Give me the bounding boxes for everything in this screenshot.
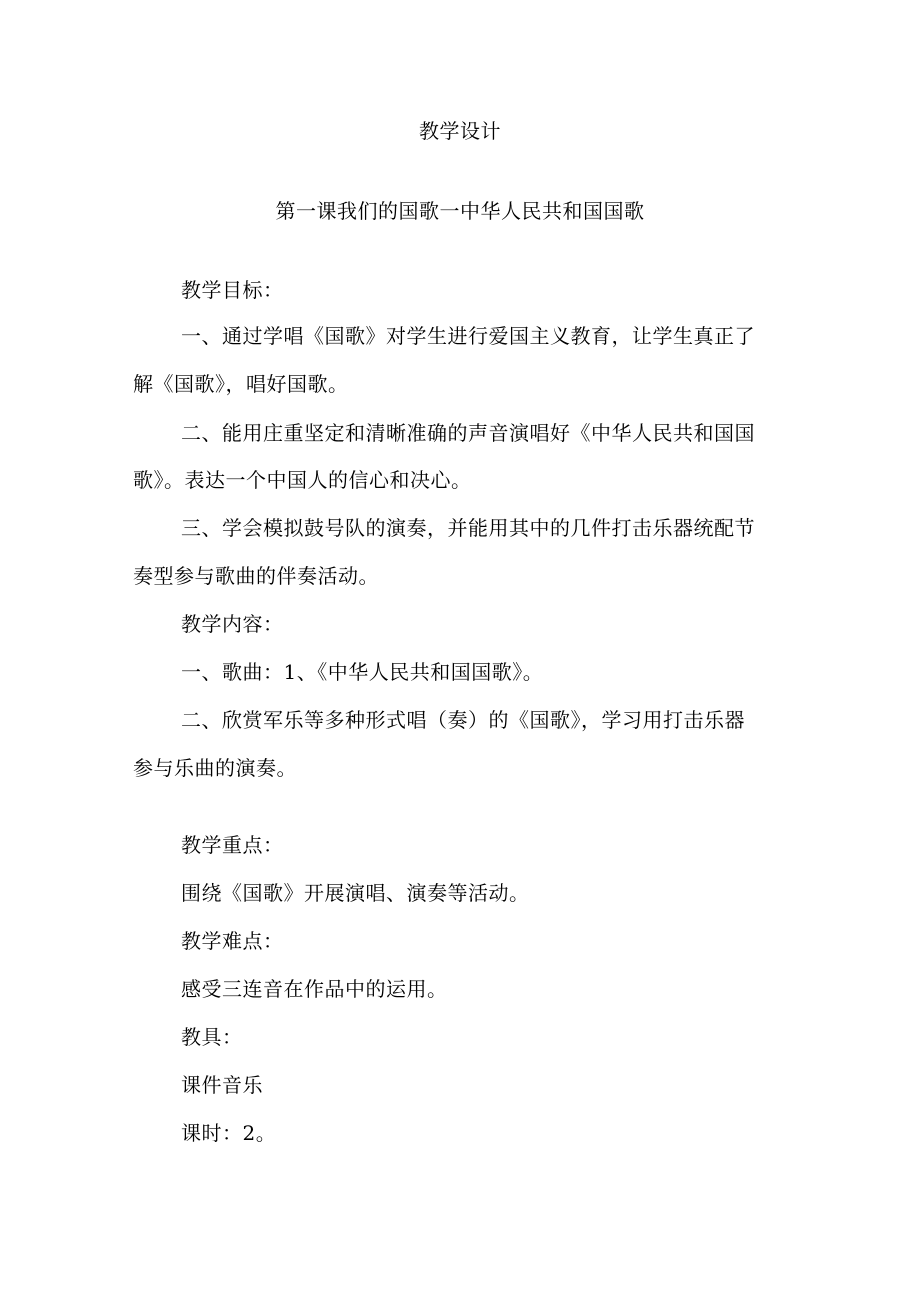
objective-2-line-1: 二、能用庄重坚定和清晰准确的声音演唱好《中华人民共和国国 (181, 421, 755, 445)
objectives-heading: 教学目标： (181, 278, 284, 302)
objective-2-line-2: 歌》。表达一个中国人的信心和决心。 (133, 468, 472, 492)
objective-3-line-2: 奏型参与歌曲的伴奏活动。 (133, 564, 379, 588)
key-points-text: 围绕《国歌》开展演唱、演奏等活动。 (181, 881, 530, 905)
content-heading: 教学内容： (181, 612, 284, 636)
difficulties-heading: 教学难点： (181, 929, 284, 953)
key-points-heading: 教学重点： (181, 833, 284, 857)
document-subtitle: 第一课我们的国歌一中华人民共和国国歌 (275, 199, 645, 223)
objective-3-line-1: 三、学会模拟鼓号队的演奏，并能用其中的几件打击乐器统配节 (181, 516, 755, 540)
class-hours-text: 课时：2。 (181, 1121, 277, 1145)
objective-1-line-1: 一、通过学唱《国歌》对学生进行爱国主义教育，让学生真正了 (181, 324, 755, 348)
content-item-2-line-2: 参与乐曲的演奏。 (133, 756, 297, 780)
document-title: 教学设计 (419, 119, 501, 143)
difficulties-text: 感受三连音在作品中的运用。 (181, 977, 448, 1001)
aids-text: 课件音乐 (181, 1073, 263, 1097)
objective-1-line-2: 解《国歌》，唱好国歌。 (133, 372, 349, 396)
content-item-2-line-1: 二、欣赏军乐等多种形式唱（奏）的《国歌》，学习用打击乐器 (181, 708, 745, 732)
content-item-1: 一、歌曲：1、《中华人民共和国国歌》。 (181, 660, 544, 684)
aids-heading: 教具： (181, 1025, 243, 1049)
